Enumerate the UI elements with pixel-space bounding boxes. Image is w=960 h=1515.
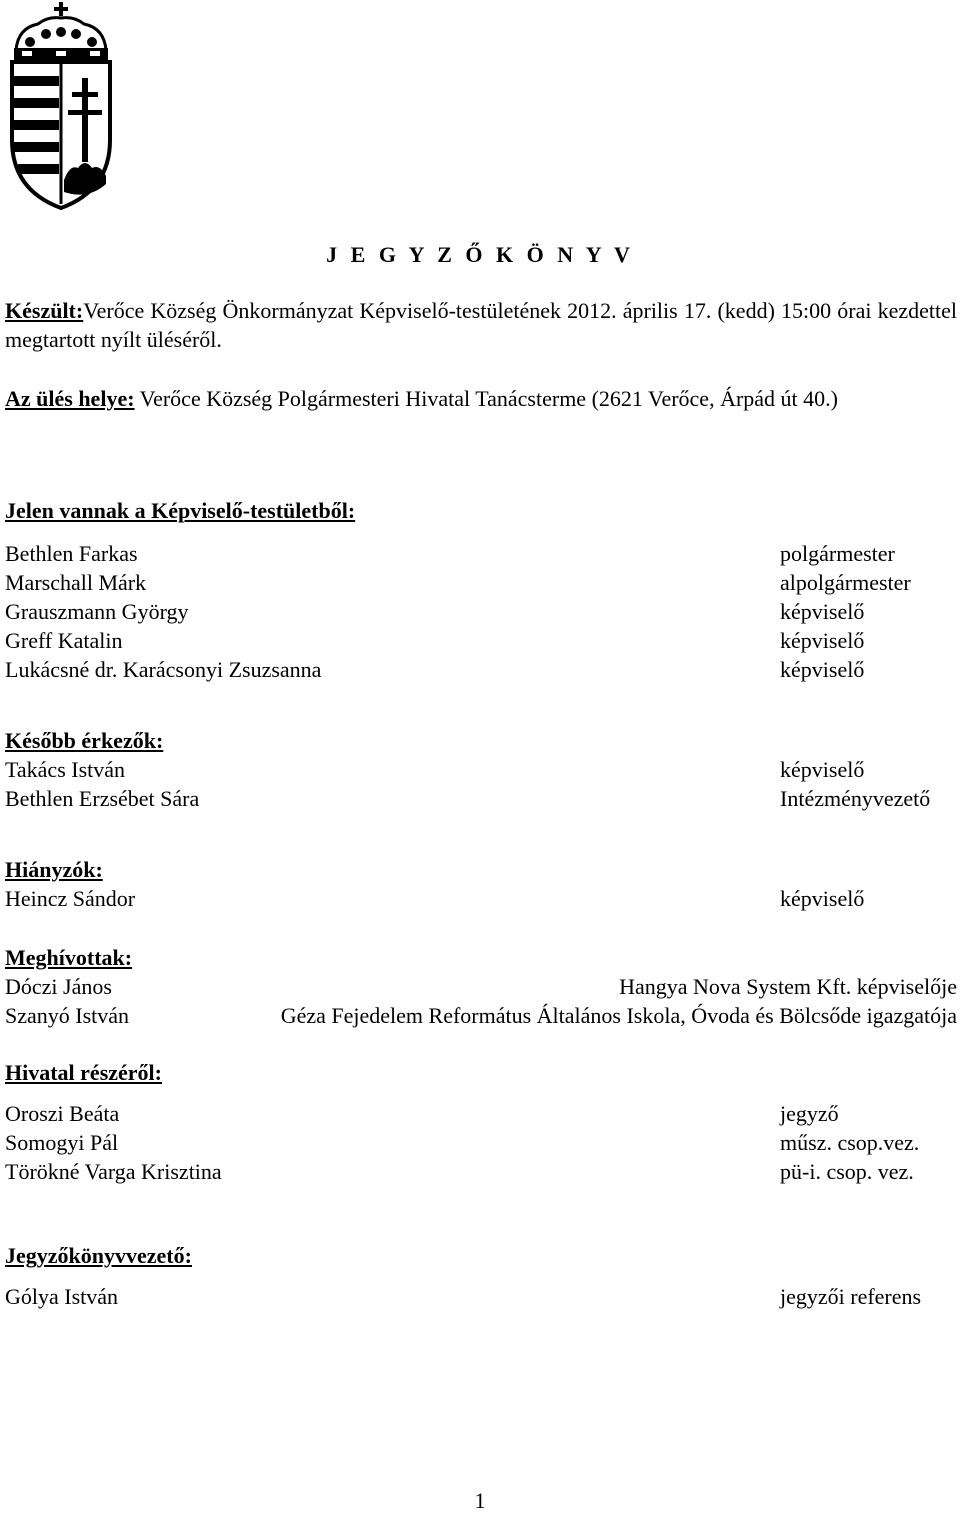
- invited-name: Szanyó István: [5, 1003, 130, 1028]
- present-role: képviselő: [780, 657, 865, 682]
- late-heading: Később érkezők:: [5, 728, 164, 753]
- office-name: Oroszi Beáta: [5, 1101, 120, 1126]
- invited-role: Hangya Nova System Kft. képviselője: [619, 974, 957, 999]
- late-name: Bethlen Erzsébet Sára: [5, 786, 200, 811]
- recorder-name: Gólya István: [5, 1284, 119, 1309]
- absent-heading: Hiányzók:: [5, 857, 103, 882]
- office-name: Törökné Varga Krisztina: [5, 1159, 222, 1184]
- absent-role: képviselő: [780, 886, 865, 911]
- late-role: Intézményvezető: [780, 786, 931, 811]
- office-role: műsz. csop.vez.: [780, 1130, 920, 1155]
- present-heading: Jelen vannak a Képviselő-testületből:: [5, 498, 356, 523]
- present-name: Grauszmann György: [5, 599, 189, 624]
- present-role: alpolgármester: [780, 570, 911, 595]
- venue-text: Verőce Község Polgármesteri Hivatal Tanácsterme (2621 Verőce, Árpád út 40.): [134, 386, 838, 411]
- invited-role: Géza Fejedelem Református Általános Iskola, Óvoda és Bölcsőde igazgatója: [280, 1003, 957, 1028]
- office-heading: Hivatal részéről:: [5, 1060, 162, 1085]
- recorder-heading: Jegyzőkönyvvezető:: [5, 1243, 192, 1268]
- late-name: Takács István: [5, 757, 126, 782]
- present-role: képviselő: [780, 599, 865, 624]
- absent-name: Heincz Sándor: [5, 886, 136, 911]
- document-title: J E G Y Z Ő K Ö N Y V: [326, 242, 634, 267]
- made-paragraph: [5, 296, 957, 354]
- present-role: polgármester: [780, 541, 895, 566]
- present-role: képviselő: [780, 628, 865, 653]
- present-name: Lukácsné dr. Karácsonyi Zsuzsanna: [5, 657, 322, 682]
- invited-name: Dóczi János: [5, 974, 112, 999]
- present-name: Marschall Márk: [5, 570, 147, 595]
- recorder-role: jegyzői referens: [780, 1284, 922, 1309]
- venue-label: Az ülés helye:: [5, 386, 135, 411]
- made-label: Készült:: [5, 298, 84, 323]
- present-name: Greff Katalin: [5, 628, 123, 653]
- venue-paragraph: [5, 384, 957, 413]
- made-text: Verőce Község Önkormányzat Képviselő-testületének 2012. április 17. (kedd) 15:00 órai kezdettel megtartott nyílt üléséről.: [5, 298, 957, 352]
- page-number: 1: [474, 1488, 486, 1513]
- late-role: képviselő: [780, 757, 865, 782]
- present-name: Bethlen Farkas: [5, 541, 138, 566]
- coat-of-arms-emblem: [8, 0, 118, 212]
- office-role: jegyző: [780, 1101, 839, 1126]
- office-name: Somogyi Pál: [5, 1130, 119, 1155]
- invited-heading: Meghívottak:: [5, 945, 133, 970]
- office-role: pü-i. csop. vez.: [780, 1159, 914, 1184]
